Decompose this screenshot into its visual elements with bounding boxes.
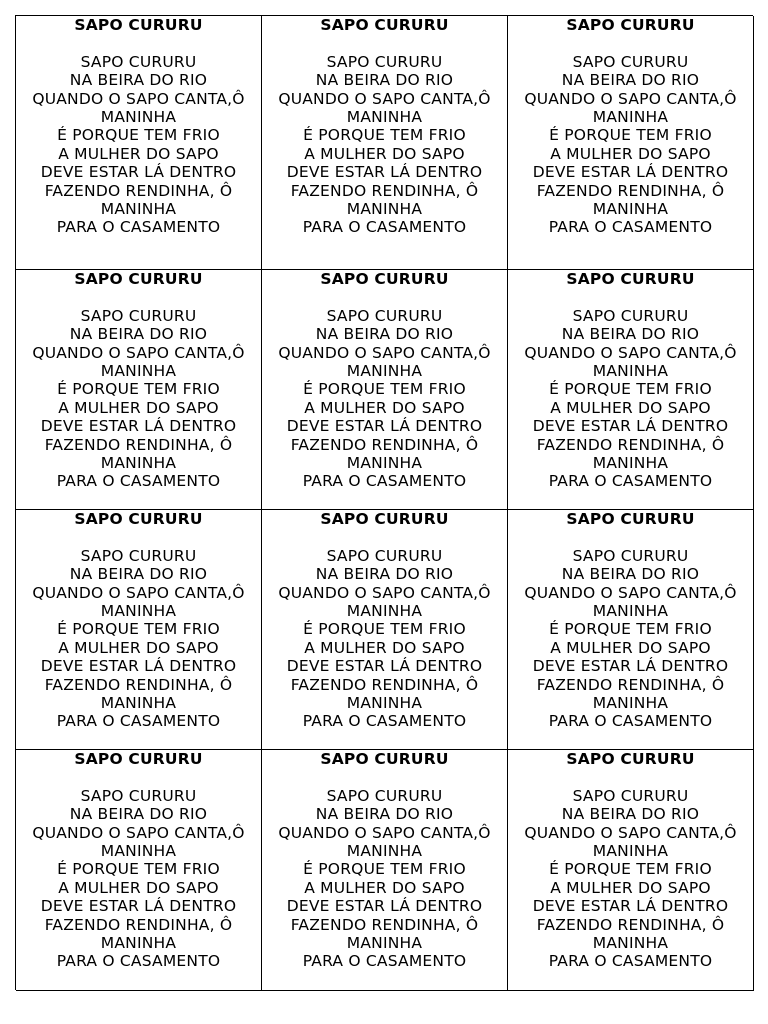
- lyric-line: A MULHER DO SAPO: [304, 878, 465, 897]
- lyric-card: [262, 750, 508, 991]
- lyric-card: [262, 270, 508, 510]
- lyric-card: [16, 510, 262, 750]
- lyric-line: FAZENDO RENDINHA, Ô MANINHA: [44, 915, 238, 953]
- lyric-line: SAPO CURURU: [80, 52, 197, 71]
- lyric-line: DEVE ESTAR LÁ DENTRO: [40, 417, 237, 436]
- card-lyrics: [16, 787, 261, 971]
- card-lyrics: [262, 307, 507, 491]
- card-title: SAPO CURURU: [74, 16, 203, 34]
- lyric-line: É PORQUE TEM FRIO: [57, 380, 220, 399]
- card-title: SAPO CURURU: [74, 270, 203, 288]
- lyric-line: DEVE ESTAR LÁ DENTRO: [532, 657, 729, 676]
- card-title: SAPO CURURU: [320, 750, 449, 768]
- card-lyrics: [508, 307, 753, 491]
- card-lyrics: [16, 547, 261, 731]
- lyric-line: A MULHER DO SAPO: [550, 144, 711, 163]
- lyric-line: PARA O CASAMENTO: [302, 218, 467, 237]
- lyric-line: A MULHER DO SAPO: [304, 144, 465, 163]
- lyric-line: NA BEIRA DO RIO: [561, 71, 700, 90]
- lyric-line: PARA O CASAMENTO: [56, 472, 221, 491]
- lyric-line: É PORQUE TEM FRIO: [549, 126, 712, 145]
- lyric-line: DEVE ESTAR LÁ DENTRO: [532, 417, 729, 436]
- lyric-card: [16, 16, 262, 270]
- lyric-line: SAPO CURURU: [326, 52, 443, 71]
- lyric-line: FAZENDO RENDINHA, Ô MANINHA: [536, 435, 730, 473]
- lyric-line: QUANDO O SAPO CANTA,Ô MANINHA: [524, 89, 742, 127]
- lyric-line: DEVE ESTAR LÁ DENTRO: [40, 897, 237, 916]
- lyric-card: [262, 510, 508, 750]
- lyric-line: É PORQUE TEM FRIO: [549, 620, 712, 639]
- lyric-line: NA BEIRA DO RIO: [315, 565, 454, 584]
- lyric-line: SAPO CURURU: [326, 786, 443, 805]
- lyric-line: NA BEIRA DO RIO: [69, 71, 208, 90]
- lyric-line: DEVE ESTAR LÁ DENTRO: [40, 163, 237, 182]
- lyric-line: QUANDO O SAPO CANTA,Ô MANINHA: [278, 343, 496, 381]
- lyric-line: NA BEIRA DO RIO: [315, 325, 454, 344]
- lyric-line: PARA O CASAMENTO: [56, 712, 221, 731]
- lyric-line: QUANDO O SAPO CANTA,Ô MANINHA: [32, 89, 250, 127]
- card-lyrics: [262, 53, 507, 237]
- card-title: SAPO CURURU: [566, 750, 695, 768]
- lyric-card: [508, 270, 754, 510]
- lyric-card: [508, 16, 754, 270]
- card-lyrics: [16, 53, 261, 237]
- lyric-line: FAZENDO RENDINHA, Ô MANINHA: [44, 435, 238, 473]
- lyric-line: A MULHER DO SAPO: [550, 398, 711, 417]
- lyric-line: SAPO CURURU: [326, 546, 443, 565]
- lyric-line: SAPO CURURU: [80, 546, 197, 565]
- lyric-line: SAPO CURURU: [80, 786, 197, 805]
- lyric-line: NA BEIRA DO RIO: [69, 325, 208, 344]
- lyric-line: A MULHER DO SAPO: [550, 638, 711, 657]
- lyric-line: NA BEIRA DO RIO: [561, 805, 700, 824]
- card-title: SAPO CURURU: [566, 270, 695, 288]
- card-title: SAPO CURURU: [74, 750, 203, 768]
- lyric-line: DEVE ESTAR LÁ DENTRO: [532, 897, 729, 916]
- lyric-line: QUANDO O SAPO CANTA,Ô MANINHA: [278, 89, 496, 127]
- lyric-line: PARA O CASAMENTO: [548, 712, 713, 731]
- lyric-line: DEVE ESTAR LÁ DENTRO: [286, 897, 483, 916]
- lyric-line: A MULHER DO SAPO: [58, 398, 219, 417]
- lyric-line: É PORQUE TEM FRIO: [549, 380, 712, 399]
- lyric-line: NA BEIRA DO RIO: [561, 565, 700, 584]
- card-title: SAPO CURURU: [566, 510, 695, 528]
- lyric-line: É PORQUE TEM FRIO: [303, 620, 466, 639]
- lyric-line: A MULHER DO SAPO: [304, 398, 465, 417]
- lyric-line: É PORQUE TEM FRIO: [57, 860, 220, 879]
- lyric-line: É PORQUE TEM FRIO: [303, 380, 466, 399]
- lyric-line: FAZENDO RENDINHA, Ô MANINHA: [290, 675, 484, 713]
- card-lyrics: [508, 787, 753, 971]
- lyric-line: É PORQUE TEM FRIO: [57, 620, 220, 639]
- lyric-line: DEVE ESTAR LÁ DENTRO: [532, 163, 729, 182]
- lyric-line: SAPO CURURU: [572, 306, 689, 325]
- lyric-card: [262, 16, 508, 270]
- lyric-line: PARA O CASAMENTO: [548, 218, 713, 237]
- lyric-line: PARA O CASAMENTO: [56, 952, 221, 971]
- lyric-line: É PORQUE TEM FRIO: [303, 126, 466, 145]
- lyric-line: DEVE ESTAR LÁ DENTRO: [286, 657, 483, 676]
- lyric-line: QUANDO O SAPO CANTA,Ô MANINHA: [32, 823, 250, 861]
- card-lyrics: [508, 547, 753, 731]
- card-title: SAPO CURURU: [320, 16, 449, 34]
- card-lyrics: [262, 547, 507, 731]
- cards-sheet: [15, 15, 753, 990]
- lyric-line: PARA O CASAMENTO: [56, 218, 221, 237]
- lyric-line: QUANDO O SAPO CANTA,Ô MANINHA: [278, 583, 496, 621]
- lyric-line: NA BEIRA DO RIO: [315, 71, 454, 90]
- card-lyrics: [16, 307, 261, 491]
- lyric-line: DEVE ESTAR LÁ DENTRO: [286, 417, 483, 436]
- lyric-line: FAZENDO RENDINHA, Ô MANINHA: [44, 675, 238, 713]
- lyric-line: FAZENDO RENDINHA, Ô MANINHA: [536, 675, 730, 713]
- lyric-line: A MULHER DO SAPO: [550, 878, 711, 897]
- lyric-line: É PORQUE TEM FRIO: [57, 126, 220, 145]
- card-title: SAPO CURURU: [74, 510, 203, 528]
- lyric-card: [16, 750, 262, 991]
- lyric-line: A MULHER DO SAPO: [58, 638, 219, 657]
- lyric-line: FAZENDO RENDINHA, Ô MANINHA: [290, 181, 484, 219]
- lyric-line: A MULHER DO SAPO: [304, 638, 465, 657]
- lyric-line: FAZENDO RENDINHA, Ô MANINHA: [536, 915, 730, 953]
- lyric-line: A MULHER DO SAPO: [58, 144, 219, 163]
- lyric-line: SAPO CURURU: [572, 786, 689, 805]
- lyric-line: PARA O CASAMENTO: [548, 472, 713, 491]
- card-title: SAPO CURURU: [320, 270, 449, 288]
- card-title: SAPO CURURU: [566, 16, 695, 34]
- lyric-line: NA BEIRA DO RIO: [69, 565, 208, 584]
- lyric-line: A MULHER DO SAPO: [58, 878, 219, 897]
- lyric-line: QUANDO O SAPO CANTA,Ô MANINHA: [524, 343, 742, 381]
- lyric-line: PARA O CASAMENTO: [302, 472, 467, 491]
- lyric-line: QUANDO O SAPO CANTA,Ô MANINHA: [278, 823, 496, 861]
- lyric-line: NA BEIRA DO RIO: [69, 805, 208, 824]
- card-lyrics: [262, 787, 507, 971]
- lyric-line: É PORQUE TEM FRIO: [549, 860, 712, 879]
- lyric-line: SAPO CURURU: [572, 546, 689, 565]
- card-title: SAPO CURURU: [320, 510, 449, 528]
- lyric-line: DEVE ESTAR LÁ DENTRO: [286, 163, 483, 182]
- lyric-line: PARA O CASAMENTO: [302, 712, 467, 731]
- lyric-line: QUANDO O SAPO CANTA,Ô MANINHA: [524, 823, 742, 861]
- lyric-card: [508, 750, 754, 991]
- lyric-card: [16, 270, 262, 510]
- lyric-line: QUANDO O SAPO CANTA,Ô MANINHA: [32, 583, 250, 621]
- lyric-line: NA BEIRA DO RIO: [315, 805, 454, 824]
- lyric-line: É PORQUE TEM FRIO: [303, 860, 466, 879]
- lyric-line: DEVE ESTAR LÁ DENTRO: [40, 657, 237, 676]
- lyric-line: QUANDO O SAPO CANTA,Ô MANINHA: [524, 583, 742, 621]
- card-lyrics: [508, 53, 753, 237]
- lyric-line: FAZENDO RENDINHA, Ô MANINHA: [290, 915, 484, 953]
- lyric-line: FAZENDO RENDINHA, Ô MANINHA: [536, 181, 730, 219]
- lyric-line: NA BEIRA DO RIO: [561, 325, 700, 344]
- lyric-card: [508, 510, 754, 750]
- lyric-line: SAPO CURURU: [572, 52, 689, 71]
- lyric-line: SAPO CURURU: [326, 306, 443, 325]
- lyric-line: FAZENDO RENDINHA, Ô MANINHA: [44, 181, 238, 219]
- lyric-line: SAPO CURURU: [80, 306, 197, 325]
- lyric-line: FAZENDO RENDINHA, Ô MANINHA: [290, 435, 484, 473]
- lyric-line: PARA O CASAMENTO: [548, 952, 713, 971]
- lyric-line: PARA O CASAMENTO: [302, 952, 467, 971]
- lyric-line: QUANDO O SAPO CANTA,Ô MANINHA: [32, 343, 250, 381]
